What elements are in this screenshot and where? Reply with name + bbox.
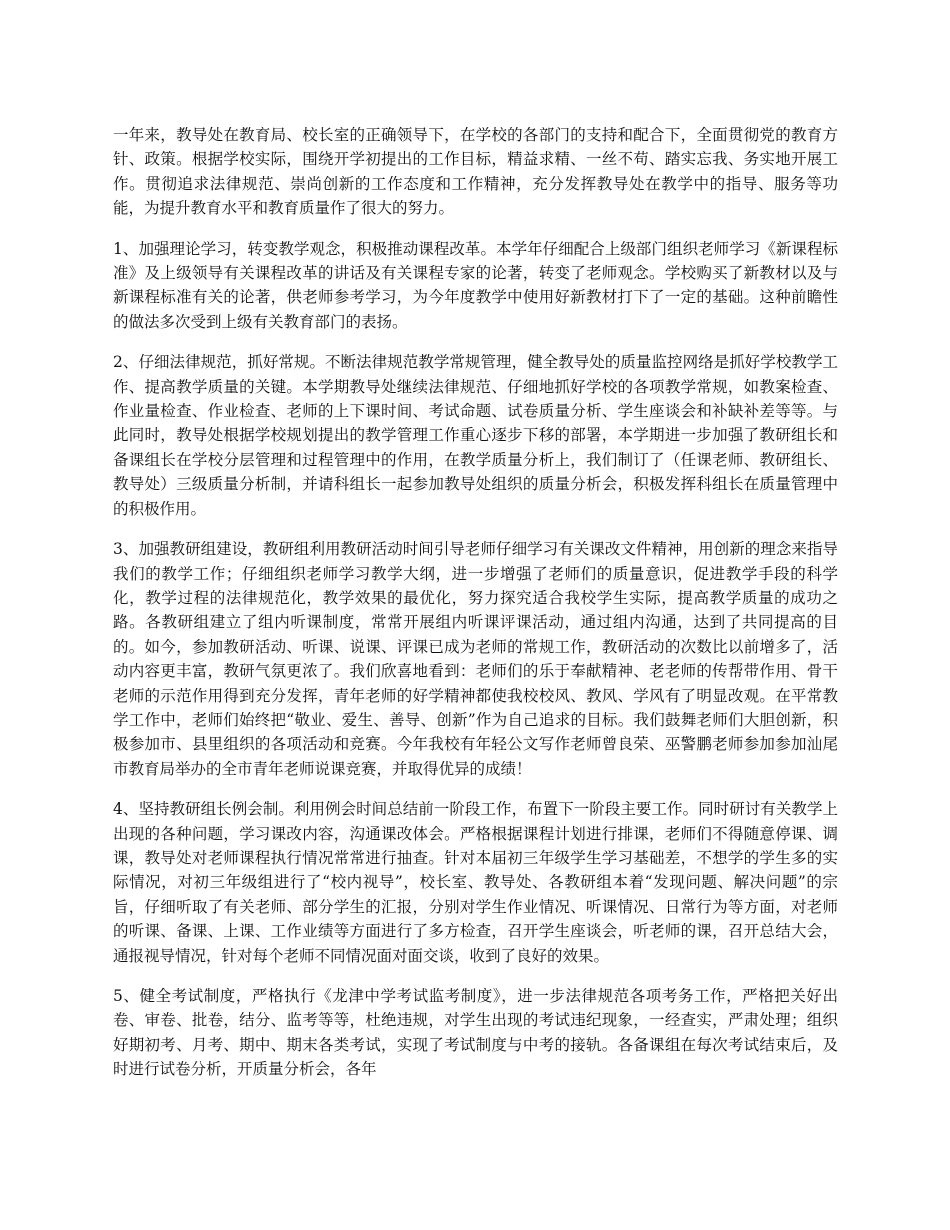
intro-paragraph: 一年来，教导处在教育局、校长室的正确领导下，在学校的各部门的支持和配合下，全面贯彻党的教育方针、政策。根据学校实际，围绕开学初提出的工作目标，精益求精、一丝不苟、踏实忘我、务实地开展工作。贯彻追求法律规范、崇尚创新的工作态度和工作精神，充分发挥教导处在教学中的指导、服务等功能，为提升教育水平和教育质量作了很大的努力。 bbox=[113, 126, 838, 218]
document-body bbox=[113, 123, 838, 1098]
paragraph-theory-study: 1、加强理论学习，转变教学观念，积极推动课程改革。本学年仔细配合上级部门组织老师学习《新课程标准》及上级领导有关课程改革的讲话及有关课程专家的论著，转变了老师观念。学校购买了新教材以及与新课程标准有关的论著，供老师参考学习，为今年度教学中使用好新教材打下了一定的基础。这种前瞻性的做法多次受到上级有关教育部门的表扬。 bbox=[113, 239, 838, 331]
paragraph-group-meeting: 4、坚持教研组长例会制。利用例会时间总结前一阶段工作，布置下一阶段主要工作。同时研讨有关教学上出现的各种问题，学习课改内容，沟通课改体会。严格根据课程计划进行排课，老师们不得随意停课、调课，教导处对老师课程执行情况常常进行抽查。针对本届初三年级学生学习基础差，不想学的学生多的实际情况，对初三年级组进行了“校内视导”，校长室、教导处、各教研组本着“发现问题、解决问题”的宗旨，仔细听取了有关老师、部分学生的汇报，分别对学生作业情况、听课情况、日常行为等方面，对老师的听课、备课、上课、工作业绩等方面进行了多方检查，召开学生座谈会，听老师的课，召开总结大会，通报视导情况，针对每个老师不同情况面对面交谈，收到了良好的效果。 bbox=[113, 800, 838, 965]
paragraph-teaching-routine: 2、仔细法律规范，抓好常规。不断法律规范教学常规管理，健全教导处的质量监控网络是抓好学校教学工作、提高教学质量的关键。本学期教导处继续法律规范、仔细地抓好学校的各项教学常规，如教案检查、作业量检查、作业检查、老师的上下课时间、考试命题、试卷质量分析、学生座谈会和补缺补差等等。与此同时，教导处根据学校规划提出的教学管理工作重心逐步下移的部署，本学期进一步加强了教研组长和备课组长在学校分层管理和过程管理中的作用，在教学质量分析上，我们制订了（任课老师、教研组长、教导处）三级质量分析制，并请科组长一起参加教导处组织的质量分析会，积极发挥科组长在质量管理中的积极作用。 bbox=[113, 353, 838, 518]
paragraph-research-group: 3、加强教研组建设，教研组利用教研活动时间引导老师仔细学习有关课改文件精神，用创新的理念来指导我们的教学工作；仔细组织老师学习教学大纲，进一步增强了老师们的质量意识，促进教学手段的科学化，教学过程的法律规范化，教学效果的最优化，努力探究适合我校学生实际，提高教学质量的成功之路。各教研组建立了组内听课制度，常常开展组内听课评课活动，通过组内沟通，达到了共同提高的目的。如今，参加教研活动、听课、说课、评课已成为老师的常规工作，教研活动的次数比以前增多了，活动内容更丰富，教研气氛更浓了。我们欣喜地看到：老师们的乐于奉献精神、老老师的传帮带作用、骨干老师的示范作用得到充分发挥，青年老师的好学精神都使我校校风、教风、学风有了明显改观。在平常教学工作中，老师们始终把“敬业、爱生、善导、创新”作为自己追求的目标。我们鼓舞老师们大胆创新，积极参加市、县里组织的各项活动和竞赛。今年我校有年轻公文写作老师曾良荣、巫警鹏老师参加参加汕尾市教育局举办的全市青年老师说课竞赛，并取得优异的成绩！ bbox=[113, 540, 838, 778]
paragraph-exam-system: 5、健全考试制度，严格执行《龙津中学考试监考制度》，进一步法律规范各项考务工作，严格把关好出卷、审卷、批卷，结分、监考等等，杜绝违规，对学生出现的考试违纪现象，一经查实，严肃处理；组织好期初考、月考、期中、期末各类考试，实现了考试制度与中考的接轨。各备课组在每次考试结束后，及时进行试卷分析，开质量分析会，各年 bbox=[113, 987, 838, 1079]
